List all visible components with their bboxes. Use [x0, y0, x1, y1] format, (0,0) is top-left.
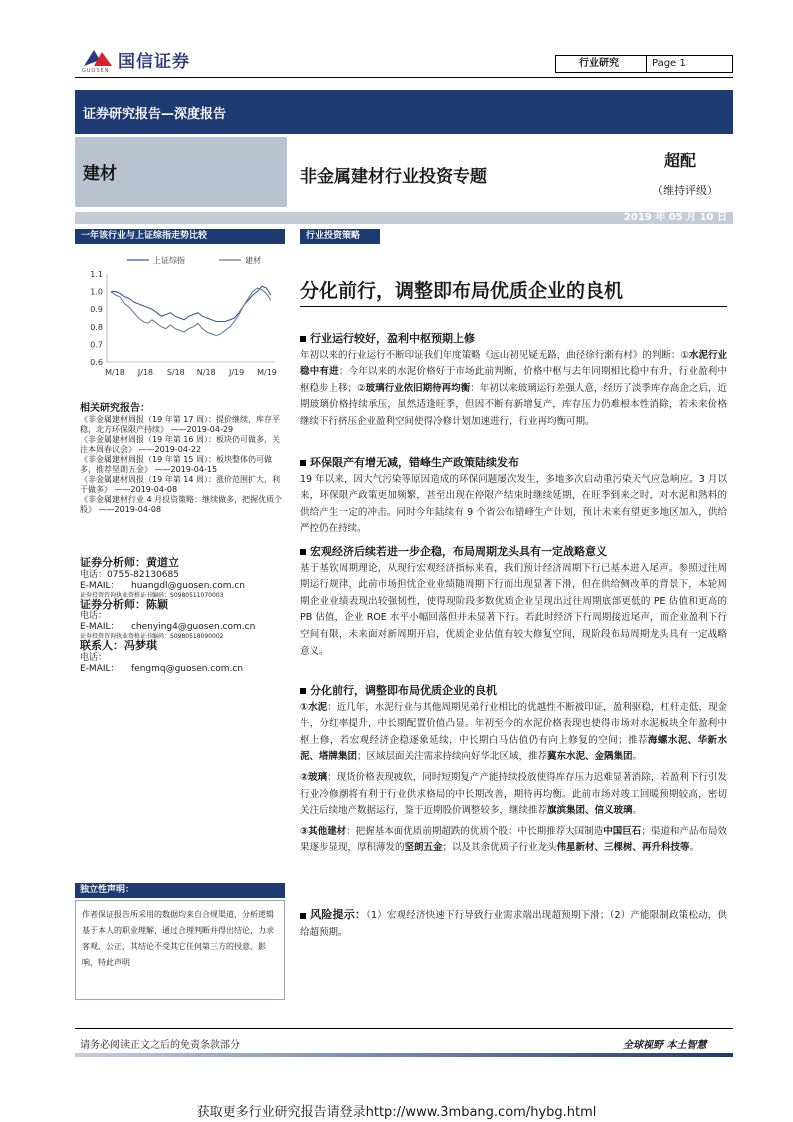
paragraph — [300, 824, 727, 857]
footer-rule — [75, 1028, 733, 1029]
emphasis-text: 旗滨集团、信义玻璃 — [547, 805, 633, 817]
headline: 分化前行，调整即布局优质企业的良机 — [300, 280, 624, 302]
logo-mark-icon — [82, 46, 114, 68]
rating-note: （维持评级） — [652, 184, 718, 197]
reg-label: 证券投资咨询执业资格证书编码： — [80, 591, 171, 599]
report-title: 非金属建材行业投资专题 — [300, 167, 487, 187]
chart-y-tick-label: 1.0 — [90, 287, 103, 297]
bullet-heading — [300, 455, 727, 472]
report-series: 证券研究报告—深度报告 — [83, 107, 227, 122]
bullet-section — [300, 544, 727, 660]
date-bar — [75, 212, 733, 224]
risk-section — [300, 907, 727, 941]
analyst-email[interactable]: huangdl@guosen.com.cn — [130, 580, 245, 591]
bullet-title: 分化前行，调整即布局优质企业的良机 — [310, 684, 497, 697]
emphasis-text: ②玻璃 — [300, 771, 328, 783]
bullet-square-icon — [300, 688, 306, 694]
independence-statement: 作者保证报告所采用的数据均来自合规渠道，分析逻辑基于本人的职业理解，通过合理判断并得出结论，力求客观、公正，其结论不受其它任何第三方的授意、影响，特此声明 — [75, 900, 285, 1000]
body-text: ：近几年，水泥行业与其他周期见弟行业相比的优越性不断被印证，盈利驱稳，杠杆走低，现金牛，分红率提升，中长期配置价值凸显。年初至今的水泥价格表现也使得市场对水泥板块全年盈利中枢上修，若宏观经济企稳逐象延续，中长期白马估值仍有向上修复的空间；推荐 — [300, 701, 727, 746]
header-rule — [75, 77, 733, 78]
reg-label: 证券投资咨询执业资格证书编码： — [80, 633, 171, 640]
chart-section-title: 一年该行业与上证综指走势比较 — [75, 229, 285, 244]
strategy-section-title: 行业投资策略 — [300, 229, 380, 244]
analyst-role: 证券分析师： — [80, 597, 146, 611]
bullet-title: 宏观经济后续若进一步企稳，布局周期龙头具有一定战略意义 — [310, 545, 607, 558]
independence-title: 独立性声明： — [75, 883, 285, 898]
chart-legend-label: 建材 — [245, 256, 261, 265]
chart-y-tick-label: 0.6 — [90, 358, 103, 367]
body-text: 年初以来的行业运行不断印证我们年度策略《远山初见疑无路，曲径徐行渐有村》的判断：① — [300, 349, 689, 361]
related-research — [80, 404, 285, 515]
bullet-title: 行业运行较好，盈利中枢预期上修 — [310, 332, 475, 345]
series-banner — [75, 90, 733, 134]
emphasis-text: 冀东水泥、金隅集团 — [547, 751, 633, 763]
paragraph — [300, 561, 727, 661]
related-research-title: 相关研究报告： — [80, 403, 150, 414]
body-text: 19 年以来，因大气污染等原因造成的环保问题屡次发生，多地多次启动重污染天气应急响应。3 月以来，环保限产政策更加频繁，甚至出现在停限产结束时继续延期，在旺季到来之时，对水泥和熟料的供给产生一定的冲击。同时今年陆续有 9 个省公布错峰生产计划，预计未来有望更多地区加入，供给严控仍在持续。 — [300, 473, 727, 535]
phone-label: 电话： — [80, 569, 108, 580]
sector-series-line — [111, 288, 271, 336]
analyst-role: 证券分析师： — [80, 556, 146, 569]
analyst-2 — [80, 597, 285, 642]
related-item[interactable]: 《非金属建材周报（19 年第 15 周）：板块整体仍可做多，推荐坚朗五金》 ——2019-04-15 — [80, 454, 272, 474]
header-divider — [646, 56, 647, 72]
risk-text: （1）宏观经济快速下行导致行业需求端出现超预期下滑；（2）产能限制政策松动，供给超预期。 — [300, 910, 727, 938]
emphasis-text: 伟星新材、三棵树、再升科技等 — [556, 842, 690, 854]
chart-legend-label: 上证综指 — [153, 256, 185, 265]
page-number: Page 1 — [652, 58, 686, 69]
paragraph — [300, 700, 727, 766]
chart-x-tick-label: J/19 — [228, 368, 245, 377]
contact-role: 联系人： — [80, 639, 124, 652]
bullet-title: 环保限产有增无减，错峰生产政策陆续发布 — [310, 456, 519, 469]
related-item[interactable]: 《非金属建材周报（19 年第 17 周）：提价继续，库存平稳，北方环保限产持续》 ——2019-04-29 — [80, 414, 280, 434]
emphasis-text: 水泥行业稳中有进 — [300, 349, 727, 378]
chart-y-tick-label: 0.8 — [90, 322, 103, 332]
contact-name: 冯梦琪 — [124, 639, 157, 652]
emphasis-text: 海螺水泥、华新水泥、塔牌集团 — [300, 734, 727, 763]
report-date: 2019 年 05 月 10 日 — [623, 212, 727, 223]
chart-x-tick-label: S/18 — [166, 368, 185, 377]
reg-number: S0980511070003 — [170, 591, 224, 599]
related-item[interactable]: 《非金属建材周报（19 年第 16 周）：板块仍可做多，关注本周春议会》 ——2019-04-22 — [80, 434, 280, 454]
analyst-1 — [80, 558, 285, 600]
bullet-body — [300, 561, 727, 661]
bullet-heading — [300, 683, 727, 700]
body-text: ：现货价格表现疲软，同时短期复产产能持续投放使得库存压力迟难显著消除，若盈利下行引发行业冷修潮将有利于行业供求格局的中长期改善，期待再均衡。此前市场对竣工回暖预期较高，密切关注后续地产数据运行，鉴于近期股价调整较多，继续推荐 — [300, 771, 727, 817]
bullet-heading — [300, 331, 727, 348]
trend-chart-svg — [75, 248, 285, 388]
body-text: 基于基钦周期理论，从现行宏观经济指标来看，我们预计经济周期下行已基本进入尾声。参照过往周期运行规律，此前市场担忧企业业绩随周期下行而出现显著下滑，但在供给侧改革的背景下，本轮周期企业业绩表现出较强韧性，使得现阶段多数优质企业呈现出过往周期底部更低的 PE 估值和更高的 PB 估值，企业 ROE 水平小幅回落但并未显著下行。若此时经济下行周期接近尾声，而企业盈利下行空间有限，未来面对新周期开启，优质企业估值有较大修复空间，现阶段布局周期龙头具有一定战略意义。 — [300, 562, 727, 657]
chart-y-tick-label: 0.7 — [90, 340, 103, 350]
chart-y-tick-label: 0.9 — [90, 305, 103, 315]
footer-disclaimer: 请务必阅读正文之后的免责条款部分 — [80, 1040, 240, 1051]
emphasis-text: ③其他建材 — [300, 825, 347, 837]
logo-subtext: GUOSEN — [82, 68, 110, 74]
footer-slogan: 全球视野 本土智慧 — [623, 1040, 707, 1051]
email-label: E-MAIL： — [80, 622, 120, 632]
analyst-name: 黄道立 — [146, 556, 179, 569]
logo-text: 国信证券 — [118, 52, 190, 72]
industry-name: 建材 — [83, 164, 117, 184]
paragraph — [300, 770, 727, 820]
industry-block — [75, 137, 287, 207]
chart-x-tick-label: M/18 — [105, 368, 125, 377]
chart-x-tick-label: M/19 — [257, 368, 277, 377]
bullet-body — [300, 700, 727, 857]
chart-x-tick-label: J/18 — [137, 368, 154, 377]
analyst-block — [80, 558, 285, 675]
bullet-square-icon — [300, 460, 306, 466]
phone-label: 电话： — [80, 652, 108, 663]
reg-number: S0980518090002 — [170, 633, 224, 640]
bullet-heading — [300, 544, 727, 561]
section-label: 行业研究 — [579, 58, 619, 69]
headline-rule — [300, 306, 727, 307]
emphasis-text: 玻璃行业依旧期待再均衡 — [365, 382, 471, 394]
risk-title: 风险提示： — [310, 908, 367, 921]
index-series-line — [111, 286, 271, 321]
body-text: ；渠道和产品布局效果逐步显现，厚积薄发的 — [300, 825, 727, 854]
bullet-square-icon — [300, 913, 306, 919]
analyst-email[interactable]: chenying4@guosen.com.cn — [130, 622, 256, 632]
body-text: ；区域层面关注需求持续向好华北区域，推荐 — [357, 751, 548, 763]
bullet-body — [300, 472, 727, 538]
rating: 超配 — [664, 151, 697, 170]
body-text: 。 — [632, 805, 643, 817]
analyst-name: 陈颖 — [146, 597, 168, 611]
footer-link[interactable]: 获取更多行业研究报告请登录http://www.3mbang.com/hybg.html — [196, 1105, 597, 1120]
body-text: ：今年以来的水泥价格好于市场此前判断，价格中枢与去年同期相比稳中有升，行业盈利中枢稳步上移；② — [300, 366, 727, 394]
analyst-phone: 0755-82130685 — [107, 569, 179, 580]
contact-email[interactable]: fengmq@guosen.com.cn — [130, 663, 244, 674]
related-item[interactable]: 《非金属建材周报（19 年第 14 周）：涨价范围扩大，利于做多》 ——2019-04-08 — [80, 474, 280, 494]
body-text: ：年初以来玻璃运行差强人意，经历了淡季库存高企之后，近期玻璃价格持续承压，虽然适逢旺季，但因不断有新增复产，库存压力仍难根本性消除，若未来价格继续下行挤压企业盈利空间使得冷修计划加速进行，行业再均衡可期。 — [300, 382, 727, 427]
bullet-body — [300, 348, 727, 431]
paragraph — [300, 348, 727, 431]
body-text: ；以及其余优质子行业龙头 — [442, 842, 557, 854]
body-text: 。 — [632, 751, 643, 763]
footer-bar — [75, 1053, 733, 1057]
email-label: E-MAIL： — [80, 663, 120, 674]
header-page-box — [555, 55, 733, 73]
body-text: ：把握基本面优质前期超跌的优质个股：中长期推荐大国制造 — [346, 825, 604, 837]
bullet-square-icon — [300, 336, 306, 342]
contact-person — [80, 641, 285, 675]
bullet-section — [300, 455, 727, 538]
related-item[interactable]: 《非金属建材行业 4 月投资策略：继续做多，把握优质个股》 ——2019-04-08 — [80, 494, 283, 514]
emphasis-text: ①水泥 — [300, 701, 328, 713]
trend-chart — [75, 248, 285, 388]
chart-y-tick-label: 1.1 — [90, 270, 103, 279]
body-text: 。 — [689, 842, 700, 854]
emphasis-text: 中国巨石 — [603, 825, 642, 837]
bullet-section — [300, 683, 727, 857]
emphasis-text: 坚朗五金 — [404, 842, 443, 854]
bullet-square-icon — [300, 549, 306, 555]
bullet-section — [300, 331, 727, 431]
phone-label: 电话： — [80, 611, 108, 621]
company-logo — [82, 44, 222, 76]
email-label: E-MAIL： — [80, 580, 120, 591]
chart-x-tick-label: N/18 — [196, 368, 216, 377]
paragraph — [300, 472, 727, 538]
